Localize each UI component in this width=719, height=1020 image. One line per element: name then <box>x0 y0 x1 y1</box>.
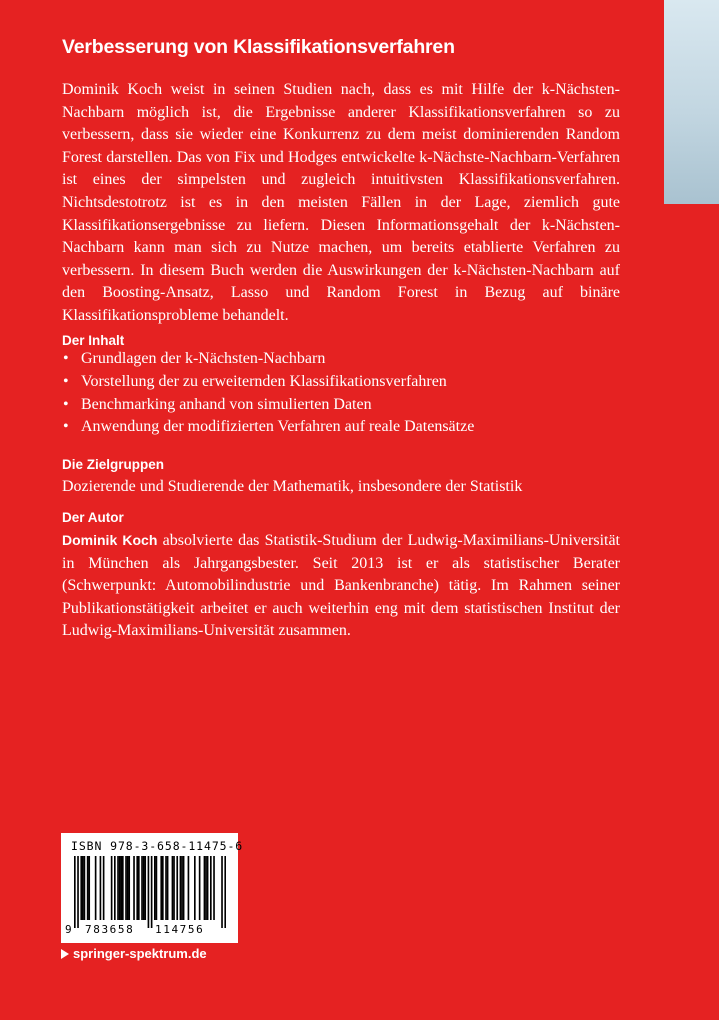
barcode-bar <box>143 856 145 920</box>
barcode-bar <box>207 856 209 920</box>
barcode-bar <box>125 856 127 920</box>
barcode-bar <box>213 856 215 920</box>
barcode-digits-right: 114756 <box>155 923 205 936</box>
barcode-bar <box>188 856 190 920</box>
barcode-bar <box>111 856 113 920</box>
barcode-bar <box>127 856 129 920</box>
isbn-number: ISBN 978-3-658-11475-6 <box>71 839 244 853</box>
list-item-text: Benchmarking anhand von simulierten Daten <box>81 395 372 413</box>
barcode-bar <box>138 856 140 920</box>
barcode-bar <box>122 856 124 920</box>
barcode-bar <box>156 856 158 920</box>
bullet-icon: • <box>63 350 69 367</box>
barcode-bar <box>194 856 196 920</box>
intro-paragraph: Dominik Koch weist in seinen Studien nach, dass es mit Hilfe der k-Nächsten-Nachbarn möglich ist, die Ergebnisse anderer Klassifikationsverfahren so zu verbessern, dass sie wieder eine Konkurrenz zu dem meist dominierenden Random Forest darstellen. Das von Fix und Hodges entwickelte k-Nächste-Nachbarn-Verfahren ist eines der simpelsten und zugleich intuitivsten Klassifikationsverfahren. Nichtsdestotrotz ist es in den meisten Fällen in der Lage, ziemlich gute Klassifikationsergebnisse zu liefern. Diesen Informationsgehalt der k-Nächsten-Nachbarn kann man sich zu Nutze machen, um bereits etablierte Verfahren zu verbessern. In diesem Buch werden die Auswirkungen der k-Nächsten-Nachbarn auf den Boosting-Ansatz, Lasso und Random Forest in Bezug auf binäre Klassifikationsprobleme behandelt. <box>62 81 620 324</box>
author-paragraph <box>62 529 620 643</box>
barcode-bar <box>173 856 175 920</box>
barcode-digits-left: 783658 <box>85 923 135 936</box>
barcode-bar <box>82 856 84 920</box>
barcode-bar <box>80 856 82 920</box>
barcode-bar <box>183 856 185 920</box>
website-link[interactable] <box>61 946 207 961</box>
barcode-bar <box>176 856 178 920</box>
bullet-icon: • <box>63 395 69 413</box>
list-item-text: Vorstellung der zu erweiternden Klassifikationsverfahren <box>81 372 447 390</box>
back-cover-title: Verbesserung von Klassifikationsverfahren <box>62 36 455 58</box>
barcode-bar <box>87 856 89 920</box>
barcode-bar <box>114 856 116 920</box>
barcode-bar <box>154 856 156 920</box>
barcode-bar <box>119 856 121 920</box>
list-item <box>62 348 474 371</box>
contents-heading: Der Inhalt <box>62 333 125 348</box>
barcode-bar <box>204 856 206 920</box>
author-heading: Der Autor <box>62 510 124 525</box>
website-label: springer-spektrum.de <box>73 946 207 961</box>
barcode-bar <box>128 856 130 920</box>
barcode-bar <box>210 856 212 920</box>
bullet-icon: • <box>63 418 69 436</box>
list-item <box>62 371 474 394</box>
barcode-bar <box>120 856 122 920</box>
author-name: Dominik Koch <box>62 532 158 548</box>
barcode-bar <box>221 856 223 928</box>
isbn-barcode <box>61 833 244 943</box>
barcode-bar <box>84 856 86 920</box>
arrow-right-icon <box>61 949 69 959</box>
barcode-bar <box>180 856 182 920</box>
barcode-bar <box>199 856 201 920</box>
barcode-bar <box>133 856 135 920</box>
barcode-bar <box>141 856 143 920</box>
list-item-text: Grundlagen der k-Nächsten-Nachbarn <box>81 350 326 367</box>
barcode-bar <box>100 856 102 920</box>
barcode-bars <box>74 856 226 928</box>
barcode-bar <box>148 856 150 928</box>
barcode-digit-first: 9 <box>65 923 74 936</box>
audience-text: Dozierende und Studierende der Mathematik, insbesondere der Statistik <box>62 478 523 495</box>
decorative-side-band <box>664 0 719 204</box>
barcode-bar <box>160 856 162 920</box>
list-item <box>62 394 474 417</box>
contents-list <box>62 348 474 439</box>
barcode-bar <box>88 856 90 920</box>
bullet-icon: • <box>63 372 69 390</box>
list-item <box>62 416 474 439</box>
author-bio: absolvierte das Statistik-Studium der Ludwig-Maximilians-Universität in München als Jahrgangsbester. Seit 2013 ist er als statistischer Berater (Schwerpunkt: Automobilindustrie und Bankenbranche) tätig. Im Rahmen seiner Publikationstätigkeit arbeitet er auch weiterhin eng mit dem statistischen Institut der Ludwig-Maximilians-Universität zusammen. <box>62 532 620 640</box>
barcode-bar <box>117 856 119 920</box>
barcode-bar <box>205 856 207 920</box>
barcode-bar <box>172 856 174 920</box>
barcode-bar <box>95 856 97 920</box>
audience-heading: Die Zielgruppen <box>62 457 165 472</box>
barcode-bar <box>103 856 105 920</box>
barcode-bar <box>74 856 76 928</box>
barcode-bar <box>162 856 164 920</box>
barcode-bar <box>181 856 183 920</box>
barcode-bar <box>136 856 138 920</box>
barcode-bar <box>165 856 167 920</box>
list-item-text: Anwendung der modifizierten Verfahren auf reale Datensätze <box>81 418 475 436</box>
barcode-bar <box>77 856 79 928</box>
barcode-bar <box>224 856 226 928</box>
barcode-bar <box>151 856 153 928</box>
barcode-bar <box>144 856 146 920</box>
barcode-bar <box>167 856 169 920</box>
